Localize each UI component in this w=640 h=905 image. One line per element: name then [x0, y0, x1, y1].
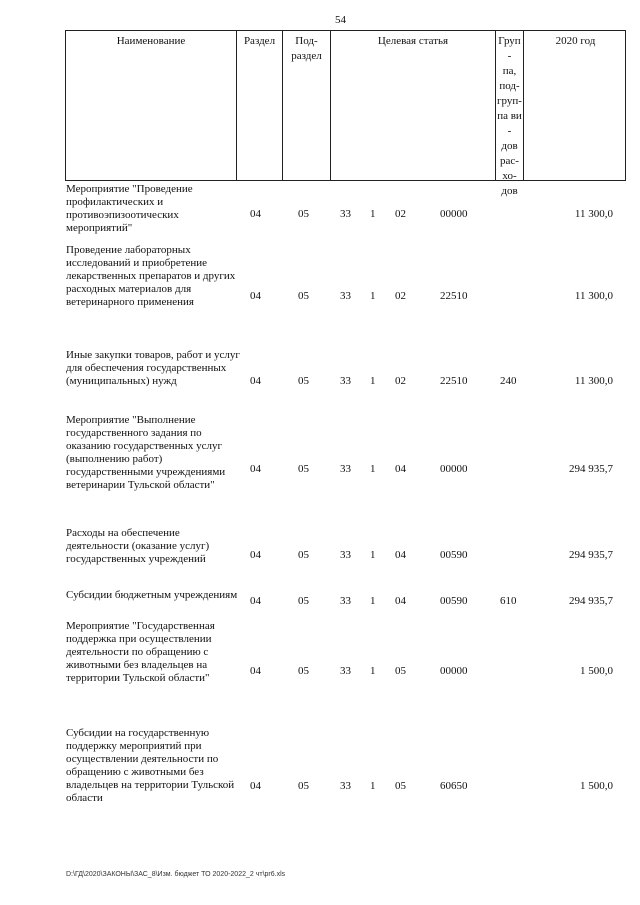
row-cel-4: 00000 — [440, 665, 468, 677]
row-cel-3: 04 — [395, 463, 406, 475]
row-podrazdel: 05 — [298, 665, 309, 677]
row-name: Мероприятие "Государственная поддержка при осуществлении деятельности по обращению с животными без владельцев на территории Тульской области" — [66, 620, 215, 684]
row-cel-2: 1 — [370, 665, 376, 677]
row-podrazdel: 05 — [298, 208, 309, 220]
row-razdel: 04 — [250, 549, 261, 561]
row-cel-4: 00590 — [440, 595, 468, 607]
row-gruppa: 240 — [500, 375, 517, 387]
row-razdel: 04 — [250, 463, 261, 475]
row-razdel: 04 — [250, 665, 261, 677]
header-razdel: Раздел — [236, 31, 282, 180]
row-gruppa: 610 — [500, 595, 517, 607]
row-sum: 1 500,0 — [580, 780, 613, 792]
row-sum: 294 935,7 — [569, 595, 613, 607]
row-podrazdel: 05 — [298, 375, 309, 387]
row-cel-3: 04 — [395, 595, 406, 607]
row-sum: 294 935,7 — [569, 463, 613, 475]
row-cel-1: 33 — [340, 780, 351, 792]
row-cel-2: 1 — [370, 208, 376, 220]
row-cel-2: 1 — [370, 595, 376, 607]
row-sum: 11 300,0 — [574, 375, 613, 387]
row-name: Расходы на обеспечение деятельности (оказание услуг) государственных учреждений — [66, 527, 210, 565]
page-number: 54 — [335, 14, 346, 26]
row-cel-1: 33 — [340, 463, 351, 475]
row-podrazdel: 05 — [298, 463, 309, 475]
row-cel-4: 22510 — [440, 290, 468, 302]
row-cel-1: 33 — [340, 375, 351, 387]
row-name: Мероприятие "Проведение профилактических и противоэпизоотических мероприятий" — [66, 183, 193, 234]
row-name: Мероприятие "Выполнение государственного задания по оказанию государственных услуг (выполнению работ) государственными учреждениями ветеринарии Тульской области" — [66, 414, 226, 491]
row-sum: 11 300,0 — [574, 290, 613, 302]
row-cel-3: 02 — [395, 208, 406, 220]
row-podrazdel: 05 — [298, 595, 309, 607]
row-cel-4: 00000 — [440, 208, 468, 220]
row-cel-4: 00590 — [440, 549, 468, 561]
row-cel-1: 33 — [340, 290, 351, 302]
row-sum: 294 935,7 — [569, 549, 613, 561]
row-cel-1: 33 — [340, 595, 351, 607]
header-year: 2020 год — [523, 31, 627, 180]
row-cel-3: 02 — [395, 375, 406, 387]
row-sum: 11 300,0 — [574, 208, 613, 220]
row-cel-4: 22510 — [440, 375, 468, 387]
file-path-footer: D:\ГД\2020\ЗАКОНЫ\ЗАС_8\Изм. бюджет ТО 2020-2022_2 чт\pr6.xls — [66, 871, 286, 878]
row-cel-1: 33 — [340, 208, 351, 220]
header-podrazdel — [282, 31, 330, 180]
row-razdel: 04 — [250, 375, 261, 387]
row-cel-3: 05 — [395, 780, 406, 792]
row-cel-2: 1 — [370, 375, 376, 387]
header-gruppa — [495, 31, 523, 197]
header-podrazdel-text: Под- раздел — [291, 35, 322, 62]
row-sum: 1 500,0 — [580, 665, 613, 677]
row-razdel: 04 — [250, 595, 261, 607]
row-name: Субсидии на государственную поддержку мероприятий при осуществлении деятельности по обращению с животными без владельцев на территории Тульской области — [66, 727, 235, 804]
row-cel-2: 1 — [370, 549, 376, 561]
table-header — [65, 30, 626, 197]
row-cel-1: 33 — [340, 549, 351, 561]
row-cel-4: 00000 — [440, 463, 468, 475]
row-cel-3: 02 — [395, 290, 406, 302]
row-cel-2: 1 — [370, 463, 376, 475]
row-podrazdel: 05 — [298, 780, 309, 792]
row-cel-3: 05 — [395, 665, 406, 677]
row-podrazdel: 05 — [298, 549, 309, 561]
row-cel-2: 1 — [370, 780, 376, 792]
row-name: Иные закупки товаров, работ и услуг для обеспечения государственных (муниципальных) нужд — [66, 349, 240, 387]
row-cel-4: 60650 — [440, 780, 468, 792]
row-cel-3: 04 — [395, 549, 406, 561]
row-razdel: 04 — [250, 290, 261, 302]
row-cel-1: 33 — [340, 665, 351, 677]
row-name: Субсидии бюджетным учреждениям — [66, 589, 238, 601]
header-gruppa-text: Груп- па, под- груп- па ви- дов рас- хо- дов — [497, 35, 522, 197]
row-cel-2: 1 — [370, 290, 376, 302]
row-razdel: 04 — [250, 780, 261, 792]
row-podrazdel: 05 — [298, 290, 309, 302]
row-name: Проведение лабораторных исследований и приобретение лекарственных препаратов и других расходных материалов для ветеринарного применения — [66, 244, 236, 308]
header-celevaya: Целевая статья — [330, 31, 495, 180]
row-razdel: 04 — [250, 208, 261, 220]
header-name: Наименование — [116, 35, 186, 47]
